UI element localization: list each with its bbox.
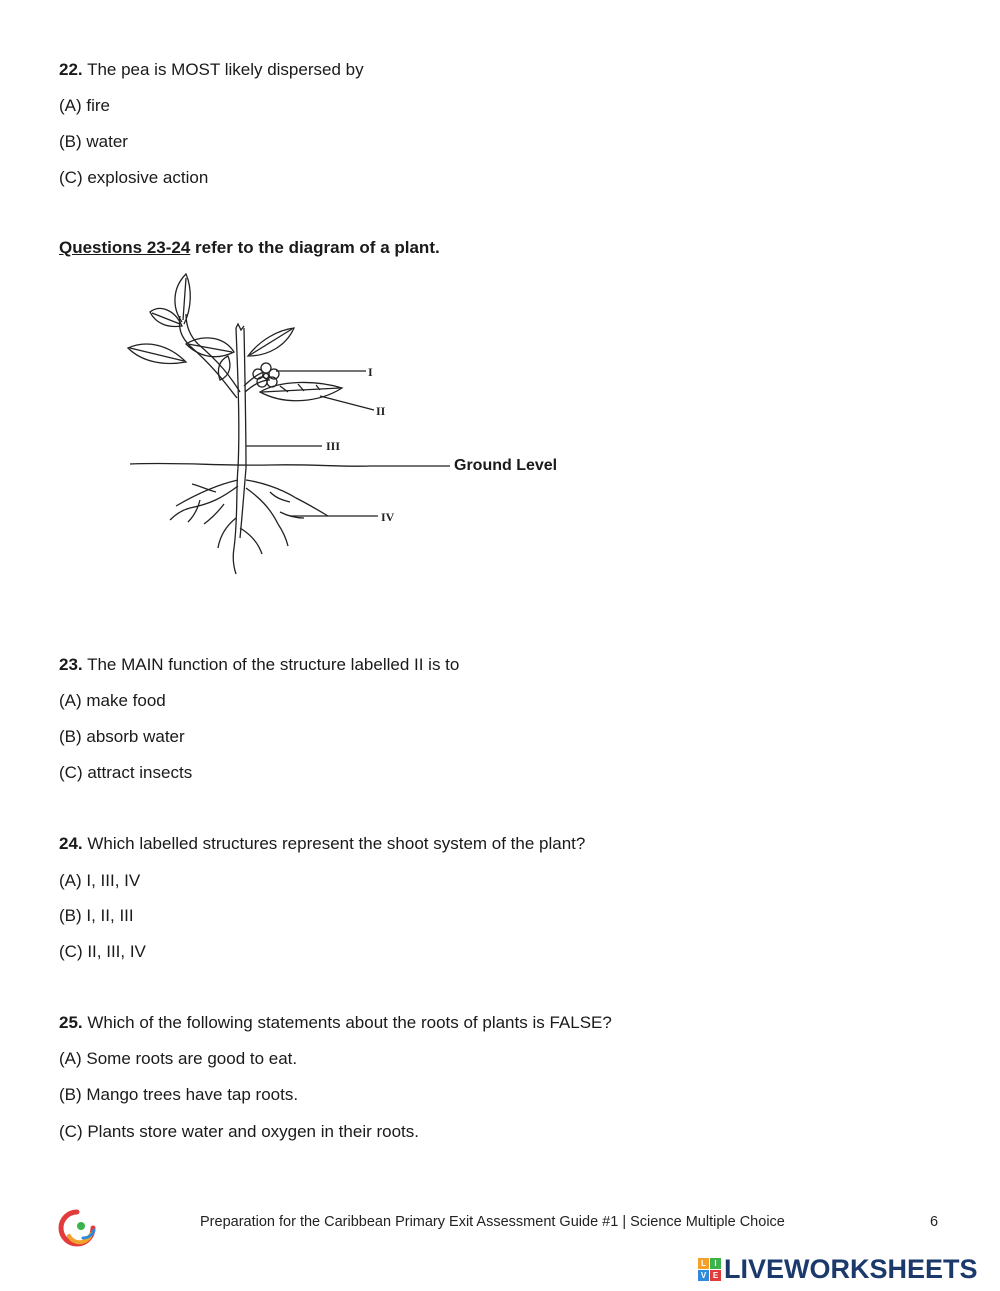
question-text: Which labelled structures represent the shoot system of the plant? xyxy=(87,834,586,853)
plant-diagram xyxy=(120,268,580,578)
section-heading-rest: refer to the diagram of a plant. xyxy=(190,238,440,257)
question-22 xyxy=(59,60,364,80)
option-b[interactable]: (B) Mango trees have tap roots. xyxy=(59,1085,299,1104)
option-a[interactable]: (A) Some roots are good to eat. xyxy=(59,1049,298,1068)
leaf-lower-left xyxy=(128,344,186,363)
option-a[interactable]: (A) I, III, IV xyxy=(59,871,141,890)
question-number: 24. xyxy=(59,834,83,853)
option-b[interactable]: (B) water xyxy=(59,132,128,151)
option-a[interactable]: (A) make food xyxy=(59,691,166,710)
liveworksheets-grid-icon xyxy=(698,1258,721,1281)
option-c[interactable]: (C) II, III, IV xyxy=(59,942,146,961)
grid-letter: I xyxy=(710,1258,721,1269)
grid-letter: E xyxy=(710,1270,721,1281)
question-25 xyxy=(59,1013,612,1033)
leaf-middle xyxy=(186,338,234,357)
label-ii: II xyxy=(376,404,386,418)
section-heading-questions: Questions 23-24 xyxy=(59,238,191,257)
ground-line xyxy=(130,463,450,466)
question-number: 25. xyxy=(59,1013,83,1032)
liveworksheets-logo xyxy=(698,1254,978,1285)
footer-text: Preparation for the Caribbean Primary Exit Assessment Guide #1 | Science Multiple Choice xyxy=(200,1214,785,1230)
grid-letter: V xyxy=(698,1270,709,1281)
leader-ii xyxy=(320,396,374,410)
label-i: I xyxy=(368,365,373,379)
question-number: 23. xyxy=(59,655,83,674)
section-heading xyxy=(59,238,440,258)
question-23 xyxy=(59,655,459,675)
option-c[interactable]: (C) explosive action xyxy=(59,168,209,187)
question-text: The pea is MOST likely dispersed by xyxy=(87,60,364,79)
question-text: The MAIN function of the structure labelled II is to xyxy=(87,655,460,674)
publisher-logo-icon xyxy=(57,1208,97,1248)
option-c[interactable]: (C) attract insects xyxy=(59,763,193,782)
option-c[interactable]: (C) Plants store water and oxygen in their roots. xyxy=(59,1122,419,1141)
page-number: 6 xyxy=(930,1214,939,1230)
liveworksheets-wordmark: LIVEWORKSHEETS xyxy=(724,1254,978,1284)
option-b[interactable]: (B) I, II, III xyxy=(59,906,134,925)
tap-root xyxy=(233,468,238,574)
option-b[interactable]: (B) absorb water xyxy=(59,727,185,746)
option-a[interactable]: (A) fire xyxy=(59,96,110,115)
question-number: 22. xyxy=(59,60,83,79)
grid-letter: L xyxy=(698,1258,709,1269)
question-24 xyxy=(59,834,585,854)
label-iv: IV xyxy=(381,510,395,524)
label-iii: III xyxy=(326,439,341,453)
question-text: Which of the following statements about the roots of plants is FALSE? xyxy=(87,1013,612,1032)
ground-level-label: Ground Level xyxy=(454,457,558,474)
